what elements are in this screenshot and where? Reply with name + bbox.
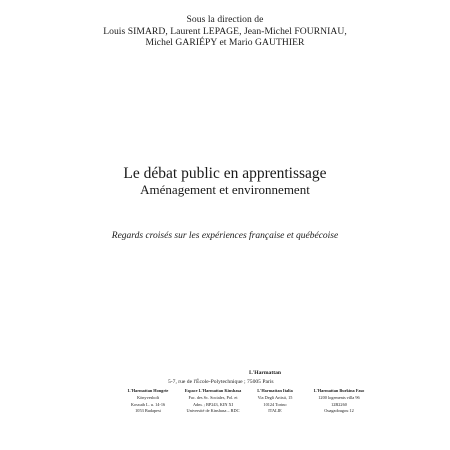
publisher-branches bbox=[0, 388, 450, 438]
book-tagline: Regards croisés sur les expériences française et québécoise bbox=[111, 231, 339, 241]
branch-line: 12B2260 bbox=[331, 401, 347, 407]
branch-name: L'Harmattan Italia bbox=[257, 388, 293, 393]
branch-line: Kossuth L. u. 14-16 bbox=[130, 401, 166, 407]
branch-italia bbox=[248, 388, 302, 415]
branch-name: L'Harmattan Burkina Faso bbox=[313, 388, 365, 393]
publisher-block bbox=[160, 369, 360, 386]
branch-line: 10124 Torino bbox=[263, 401, 287, 407]
branch-hongrie bbox=[120, 388, 176, 415]
publisher-name: L'Harmattan bbox=[248, 370, 281, 376]
editors-line-1: Louis SIMARD, Laurent LEPAGE, Jean-Michel FOURNIAU, bbox=[103, 25, 347, 37]
branch-line: Könyvesbolt bbox=[137, 394, 159, 400]
editors-block bbox=[100, 14, 350, 49]
branch-line: 1053 Budapest bbox=[135, 408, 161, 414]
branch-line: Via Degli Artisti, 15 bbox=[257, 394, 293, 400]
branch-burkina-faso bbox=[304, 388, 374, 415]
branch-name: L'Harmattan Hongrie bbox=[127, 388, 169, 393]
book-subtitle: Aménagement et environnement bbox=[140, 182, 310, 197]
branch-kinshasa bbox=[180, 388, 246, 415]
editors-line-2: Michel GARIÉPY et Mario GAUTHIER bbox=[145, 37, 305, 49]
branch-line: Fac. des Sc. Sociales, Pol. et bbox=[188, 394, 238, 400]
branch-line: Ouagadougou 12 bbox=[324, 408, 354, 414]
editors-intro: Sous la direction de bbox=[186, 14, 264, 25]
branch-line: 1200 logements villa 96 bbox=[318, 394, 360, 400]
book-title: Le débat public en apprentissage bbox=[123, 165, 327, 182]
branch-name: Espace L'Harmattan Kinshasa bbox=[184, 388, 242, 393]
publisher-address: 5-7, rue de l'École-Polytechnique ; 75005 Paris bbox=[168, 378, 274, 385]
branch-line: Université de Kinshasa – RDC bbox=[186, 408, 240, 414]
branch-line: Adm. ; BP243, KIN XI bbox=[192, 401, 234, 407]
branch-line: ITALIE bbox=[268, 408, 282, 414]
